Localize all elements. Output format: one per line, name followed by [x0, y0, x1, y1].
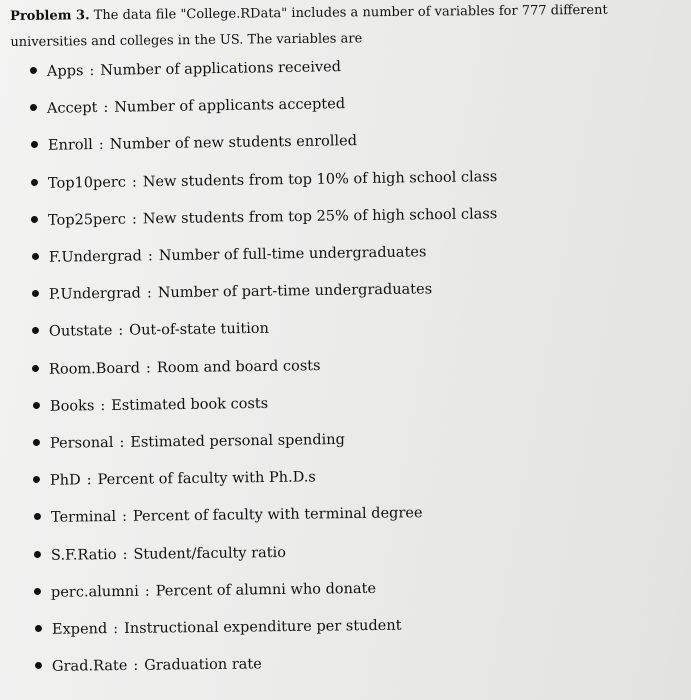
- list-item: [34, 618, 401, 638]
- variable-name: F.Undergrad: [48, 248, 142, 266]
- variable-name: S.F.Ratio: [50, 546, 117, 564]
- variable-description: Number of full-time undergraduates: [158, 244, 426, 265]
- variable-description: Number of new students enrolled: [109, 133, 357, 154]
- variable-description: Room and board costs: [157, 357, 322, 376]
- bullet-icon: [32, 364, 39, 371]
- variable-name: Outstate: [48, 323, 113, 341]
- variable-description: Number of applications received: [100, 59, 342, 79]
- variable-description: Instructional expenditure per student: [123, 617, 402, 637]
- bullet-icon: [33, 439, 40, 446]
- variable-name: perc.alumni: [51, 583, 140, 601]
- variable-name: P.Undergrad: [48, 285, 141, 303]
- separator: :: [119, 434, 125, 451]
- separator: :: [86, 472, 93, 489]
- list-item: [30, 133, 356, 154]
- bullet-icon: [34, 513, 41, 520]
- variable-description: Number of applicants accepted: [114, 96, 346, 116]
- separator: :: [99, 397, 106, 414]
- problem-label: Problem 3.: [10, 8, 90, 24]
- variable-description: Number of part-time undergraduates: [157, 281, 433, 302]
- variable-name: Enroll: [47, 137, 93, 155]
- variable-description: Percent of faculty with Ph.D.s: [97, 469, 317, 489]
- list-item: [32, 282, 432, 304]
- bullet-icon: [35, 662, 42, 669]
- list-item: [31, 244, 426, 266]
- separator: :: [118, 323, 124, 340]
- bullet-icon: [34, 588, 41, 595]
- separator: :: [122, 546, 128, 563]
- variable-description: Graduation rate: [143, 656, 262, 674]
- list-item: [33, 470, 316, 490]
- list-item: [34, 544, 286, 563]
- bullet-icon: [34, 625, 41, 632]
- bullet-icon: [32, 327, 39, 334]
- separator: :: [146, 359, 152, 377]
- bullet-icon: [31, 141, 38, 148]
- list-item: [30, 96, 345, 117]
- variable-name: Expend: [51, 621, 107, 638]
- variable-description: Estimated personal spending: [130, 431, 345, 451]
- problem-intro: [10, 0, 686, 56]
- separator: :: [103, 99, 109, 117]
- list-item: [35, 657, 262, 676]
- bullet-icon: [33, 476, 40, 483]
- problem-text: The data file "College.RData" includes a number of variables for 777 different universities and colleges in the US. The variables are: [10, 2, 608, 50]
- separator: :: [147, 248, 153, 265]
- bullet-icon: [31, 216, 38, 223]
- list-item: [33, 396, 268, 415]
- separator: :: [112, 621, 118, 638]
- bullet-icon: [30, 67, 37, 74]
- separator: :: [131, 211, 138, 228]
- separator: :: [121, 509, 127, 526]
- list-item: [31, 169, 497, 192]
- variable-name: Books: [49, 397, 95, 415]
- separator: :: [133, 657, 139, 675]
- bullet-icon: [33, 402, 40, 409]
- list-item: [31, 206, 497, 229]
- variable-description: Student/faculty ratio: [133, 544, 286, 563]
- list-item: [34, 581, 376, 601]
- list-item: [32, 358, 321, 378]
- variable-name: Personal: [49, 434, 114, 452]
- variable-name: Top10perc: [47, 174, 126, 192]
- variable-description: Out-of-state tuition: [129, 321, 270, 340]
- bullet-icon: [31, 253, 38, 260]
- variable-description: Estimated book costs: [110, 395, 268, 414]
- separator: :: [146, 285, 152, 302]
- list-item: [32, 321, 269, 340]
- bullet-icon: [34, 551, 41, 558]
- variable-description: Percent of alumni who donate: [155, 580, 377, 600]
- variable-description: New students from top 10% of high school class: [142, 168, 498, 190]
- variable-name: PhD: [50, 472, 82, 489]
- separator: :: [98, 137, 104, 154]
- variable-name: Room.Board: [49, 360, 141, 378]
- separator: :: [89, 62, 95, 80]
- bullet-icon: [31, 178, 38, 185]
- variable-description: New students from top 25% of high school class: [142, 205, 498, 228]
- variable-name: Top25perc: [48, 211, 127, 229]
- variable-description: Percent of faculty with terminal degree: [132, 505, 423, 526]
- bullet-icon: [32, 290, 39, 297]
- variable-name: Terminal: [50, 509, 116, 527]
- bullet-icon: [30, 104, 37, 111]
- list-item: [33, 506, 422, 527]
- variable-name: Apps: [46, 63, 84, 80]
- variable-name: Grad.Rate: [51, 658, 128, 675]
- list-item: [33, 432, 345, 452]
- separator: :: [144, 583, 151, 600]
- list-item: [30, 59, 341, 80]
- variable-name: Accept: [47, 100, 98, 117]
- separator: :: [131, 174, 137, 191]
